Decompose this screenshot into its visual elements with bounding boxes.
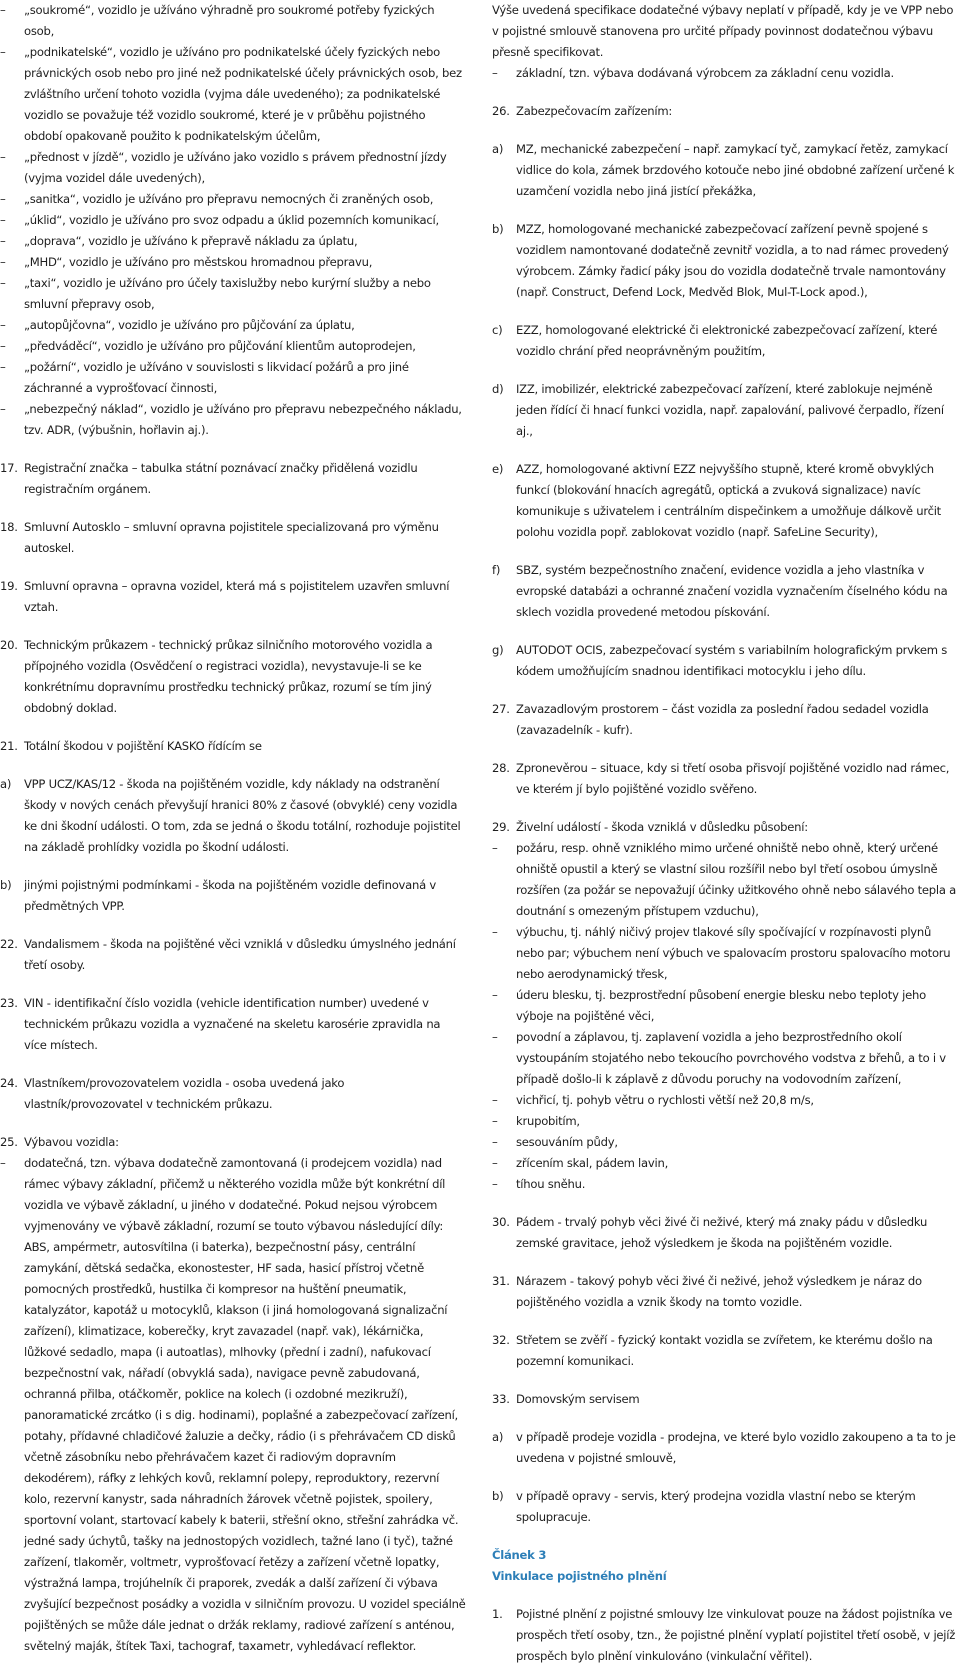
- dash-marker: –: [492, 988, 498, 1002]
- item-marker: 28.: [492, 761, 510, 775]
- lettered-item: [492, 459, 958, 543]
- numbered-clause: [492, 1212, 958, 1254]
- bullet-item: [492, 1111, 958, 1132]
- bullet-item: [492, 985, 958, 1027]
- bullet-item: [0, 147, 466, 189]
- item-marker: d): [492, 382, 504, 396]
- numbered-clause: [0, 576, 466, 618]
- bullet-item: [0, 252, 466, 273]
- item-text: VPP UCZ/KAS/12 - škoda na pojištěném vozidle, kdy náklady na odstranění škody v nových cenách převyšují hranici 80% z časové (obvyklé) ceny vozidla ke dni škodní události. O tom, zda se jedná o škodu totální, rozhoduje pojistitel na základě prohlídky vozidla po škodní události.: [24, 777, 461, 854]
- numbered-clause: [492, 1330, 958, 1372]
- left-column: [0, 0, 466, 1657]
- item-text: Zavazadlovým prostorem – část vozidla za poslední řadou sedadel vozidla (zavazadelník - kufr).: [516, 702, 929, 737]
- section-heading: Vinkulace pojistného plnění: [492, 1569, 667, 1583]
- bullet-item: [492, 1090, 958, 1111]
- bullet-item: [492, 1027, 958, 1090]
- item-text: „soukromé“, vozidlo je užíváno výhradně pro soukromé potřeby fyzických osob,: [24, 3, 435, 38]
- numbered-clause: [0, 736, 466, 757]
- numbered-clause: [492, 1389, 958, 1410]
- item-marker: b): [0, 878, 12, 892]
- item-text: „taxi“, vozidlo je užíváno pro účely taxislužby nebo kurýrní služby a nebo smluvní přepravy osob,: [24, 276, 431, 311]
- lettered-item: [492, 219, 958, 303]
- item-text: Vlastníkem/provozovatelem vozidla - osoba uvedená jako vlastník/provozovatel v technickém průkazu.: [24, 1076, 345, 1111]
- bullet-item: [0, 273, 466, 315]
- item-text: MZ, mechanické zabezpečení – např. zamykací tyč, zamykací řetěz, zamykací vidlice do kola, zámek brzdového kotouče nebo jiné obdobné zařízení určené k uzamčení vozidla nebo jiná jistící překážka,: [516, 142, 955, 198]
- item-marker: 26.: [492, 104, 510, 118]
- numbered-clause: [492, 817, 958, 838]
- lettered-item: [492, 560, 958, 623]
- dash-marker: –: [0, 192, 6, 206]
- item-text: Zabezpečovacím zařízením:: [516, 104, 673, 118]
- item-text: Registrační značka – tabulka státní poznávací značky přidělená vozidlu registračním orgánem.: [24, 461, 418, 496]
- item-marker: 18.: [0, 520, 18, 534]
- lettered-item: [492, 320, 958, 362]
- dash-marker: –: [0, 150, 6, 164]
- item-text: sesouváním půdy,: [516, 1135, 618, 1149]
- bullet-item: [492, 838, 958, 922]
- item-marker: e): [492, 462, 504, 476]
- dash-marker: –: [0, 234, 6, 248]
- dash-marker: –: [492, 1114, 498, 1128]
- item-text: Domovským servisem: [516, 1392, 640, 1406]
- lettered-item: [0, 875, 466, 917]
- bullet-item: [0, 357, 466, 399]
- item-text: „MHD“, vozidlo je užíváno pro městskou hromadnou přepravu,: [24, 255, 373, 269]
- bullet-item: [492, 1132, 958, 1153]
- item-text: Pádem - trvalý pohyb věci živé či neživé, který má znaky pádu v důsledku zemské gravitace, jehož výsledkem je škoda na pojištěném vozidle.: [516, 1215, 928, 1250]
- item-marker: f): [492, 563, 501, 577]
- item-text: krupobitím,: [516, 1114, 580, 1128]
- dash-marker: –: [0, 45, 6, 59]
- item-text: výbuchu, tj. náhlý ničivý projev tlakové síly spočívající v rozpínavosti plynů nebo par; výbuchem není výbuch ve spalovacím prostoru spalovacího motoru nebo aerodynamický třesk,: [516, 925, 951, 981]
- item-text: EZZ, homologované elektrické či elektronické zabezpečovací zařízení, které vozidlo chrání před neoprávněným použitím,: [516, 323, 938, 358]
- item-marker: a): [0, 777, 12, 791]
- dash-marker: –: [0, 213, 6, 227]
- item-text: vichřicí, tj. pohyb větru o rychlosti větší než 20,8 m/s,: [516, 1093, 814, 1107]
- item-text: základní, tzn. výbava dodávaná výrobcem za základní cenu vozidla.: [516, 66, 894, 80]
- item-marker: 21.: [0, 739, 18, 753]
- lettered-item: [492, 1486, 958, 1528]
- item-text: Pojistné plnění z pojistné smlouvy lze vinkulovat pouze na žádost pojistníka ve prospěch třetí osoby, tzn., že pojistné plnění vyplatí pojistitel třetí osobě, v jejíž prospěch bylo plnění vinkulováno (vinkulační věřitel).: [516, 1607, 956, 1663]
- item-text: „úklid“, vozidlo je užíváno pro svoz odpadu a úklid pozemních komunikací,: [24, 213, 439, 227]
- bullet-item: [0, 189, 466, 210]
- lettered-item: [492, 640, 958, 682]
- numbered-clause: [0, 635, 466, 719]
- numbered-clause: [0, 517, 466, 559]
- item-marker: 27.: [492, 702, 510, 716]
- numbered-clause: [0, 458, 466, 500]
- item-text: „předváděcí“, vozidlo je užíváno pro půjčování klientům autoprodejen,: [24, 339, 416, 353]
- paragraph: Výše uvedená specifikace dodatečné výbavy neplatí v případě, kdy je ve VPP nebo v pojistné smlouvě stanovena pro určité případy povinnost dodatečnou výbavu přesně specifikovat.: [492, 3, 954, 59]
- dash-marker: –: [0, 402, 6, 416]
- dash-marker: –: [492, 1030, 498, 1044]
- item-text: v případě prodeje vozidla - prodejna, ve které bylo vozidlo zakoupeno a ta to je uvedena v pojistné smlouvě,: [516, 1430, 956, 1465]
- item-text: požáru, resp. ohně vzniklého mimo určené ohniště nebo ohně, který určené ohniště opustil a který se vlastní silou rozšířil nebo byl třetí osobou úmyslně rozšířen (za požár se nepovažují účinky užitkového ohně nebo sálavého tepla a doutnání s omezeným přístupem vzduchu),: [516, 841, 957, 918]
- item-text: zřícením skal, pádem lavin,: [516, 1156, 669, 1170]
- numbered-clause: [492, 699, 958, 741]
- numbered-clause: [492, 1271, 958, 1313]
- item-marker: 22.: [0, 937, 18, 951]
- dash-marker: –: [0, 318, 6, 332]
- numbered-clause: [0, 1073, 466, 1115]
- dash-marker: –: [0, 3, 6, 17]
- item-text: úderu blesku, tj. bezprostřední působení energie blesku nebo teploty jeho výboje na pojištěné věci,: [516, 988, 926, 1023]
- dash-marker: –: [0, 1156, 6, 1170]
- item-text: IZZ, imobilizér, elektrické zabezpečovací zařízení, které zablokuje nejméně jeden řídící či hnací funkci vozidla, např. zapalování, palivové čerpadlo, řízení aj.,: [516, 382, 944, 438]
- dash-marker: –: [492, 1156, 498, 1170]
- item-text: MZZ, homologované mechanické zabezpečovací zařízení pevně spojené s vozidlem namontované dodatečně zevnitř vozidla, a to nad rámec provedený výrobcem. Zámky řadicí páky jsou do vozidla dodatečně trvale namontovány (např. Construct, Defend Lock, Medvěd Blok, Mul-T-Lock apod.),: [516, 222, 949, 299]
- bullet-item: [0, 42, 466, 147]
- item-text: VIN - identifikační číslo vozidla (vehicle identification number) uvedené v technickém průkazu vozidla a vyznačené na skeletu karosérie zpravidla na více místech.: [24, 996, 441, 1052]
- item-text: SBZ, systém bezpečnostního značení, evidence vozidla a jeho vlastníka v evropské databázi a ochranné značení vozidla vyznačením číselného kódu na sklech vozidla provedené metodou pískování.: [516, 563, 948, 619]
- numbered-clause: [492, 758, 958, 800]
- bullet-item: [0, 210, 466, 231]
- item-text: Zpronevěrou – situace, kdy si třetí osoba přisvojí pojištěné vozidlo nad rámec, ve kterém jí bylo pojištěné vozidlo svěřeno.: [516, 761, 950, 796]
- item-text: Výbavou vozidla:: [24, 1135, 119, 1149]
- dash-marker: –: [0, 360, 6, 374]
- item-text: Živelní událostí - škoda vzniklá v důsledku působení:: [516, 820, 808, 834]
- dash-marker: –: [0, 276, 6, 290]
- numbered-clause: [0, 934, 466, 976]
- item-text: „sanitka“, vozidlo je užíváno pro přepravu nemocných či zraněných osob,: [24, 192, 434, 206]
- lettered-item: [0, 774, 466, 858]
- bullet-item: [0, 231, 466, 252]
- bullet-item: [492, 1153, 958, 1174]
- item-marker: b): [492, 1489, 504, 1503]
- item-text: Totální škodou v pojištění KASKO řídícím se: [24, 739, 262, 753]
- item-text: „autopůjčovna“, vozidlo je užíváno pro půjčování za úplatu,: [24, 318, 355, 332]
- item-text: dodatečná, tzn. výbava dodatečně zamontovaná (i prodejcem vozidla) nad rámec výbavy základní, přičemž u některého vozidla může být konkrétní díl vozidla ve výbavě základní, u jiného v dodatečné. Pokud nejsou výrobcem vyjmenovány ve výbavě základní, rozumí se touto výbavou následující díly: ABS, ampérmetr, autosvítilna (i baterka), bezpečnostní pásy, centrální zamykání, dětská sedačka, ekonostester, HF sada, hasicí přístroj včetně pomocných prostředků, hustilka či kompresor na huštění pneumatik, katalyzátor, kapotáž u motocyklů, klakson (i jiná homologovaná signalizační zařízení), klimatizace, koberečky, kryt zavazadel (např. vak), lékárnička, lůžkové sedadlo, mapa (i autoatlas), mlhovky (přední i zadní), nafukovací bezpečnostní vak, nářadí (obvyklá sada), navigace pevně zabudovaná, ochranná přilba, otáčkoměr, poklice na kolech (i ozdobné mezikruží), panoramatické zrcátko (i s dig. hodinami), poplašné a zabezpečovací zařízení, potahy, přídavné chladičové žaluzie a dečky, rádio (i s přehrávačem CD disků včetně zásobníku nebo přehrávačem kazet či radiovým dopravním dekodérem), ráfky z lehkých kovů, reklamní polepy, reproduktory, rezervní kolo, rezervní kanystr, sada náhradních žárovek včetně pojistek, spoilery, sportovní volant, startovací kabely k baterii, střešní okno, střešní zahrádka vč. jedné sady úchytů, tašky na jednostopých vozidlech, tažné lano (i tyč), tažné zařízení, tlakoměr, voltmetr, vyprošťovací řetězy a zařízení včetně lopatky, výstražná lampa, trojúhelník či praporek, zvedák a další zařízení či výbava zvyšující bezpečnost posádky a vozidla v silničním provozu. U vozidel speciálně pojištěných se může dále jednat o držák reklamy, radiové zařízení s anténou, světelný maják, štítek Taxi, tachograf, taxametr, vyhledávací reflektor.: [24, 1156, 466, 1653]
- item-marker: 25.: [0, 1135, 18, 1149]
- item-marker: a): [492, 142, 504, 156]
- item-text: Smluvní Autosklo – smluvní opravna pojistitele specializovaná pro výměnu autoskel.: [24, 520, 439, 555]
- numbered-clause: [0, 1132, 466, 1153]
- dash-marker: –: [0, 255, 6, 269]
- dash-marker: –: [492, 925, 498, 939]
- bullet-item: [492, 922, 958, 985]
- item-text: „nebezpečný náklad“, vozidlo je užíváno pro přepravu nebezpečného nákladu, tzv. ADR, (výbušnin, hořlavin aj.).: [24, 402, 462, 437]
- item-text: Smluvní opravna – opravna vozidel, která má s pojistitelem uzavřen smluvní vztah.: [24, 579, 450, 614]
- lettered-item: [492, 379, 958, 442]
- item-text: „požární“, vozidlo je užíváno v souvislosti s likvidací požárů a pro jiné záchranné a vyprošťovací činnosti,: [24, 360, 409, 395]
- bullet-item: [0, 0, 466, 42]
- item-marker: 23.: [0, 996, 18, 1010]
- dash-marker: –: [492, 1177, 498, 1191]
- item-text: Střetem se zvěří - fyzický kontakt vozidla se zvířetem, ke kterému došlo na pozemní komunikaci.: [516, 1333, 933, 1368]
- item-marker: 32.: [492, 1333, 510, 1347]
- bullet-item: [0, 336, 466, 357]
- item-marker: a): [492, 1430, 504, 1444]
- item-marker: c): [492, 323, 503, 337]
- item-text: Technickým průkazem - technický průkaz silničního motorového vozidla a přípojného vozidla (Osvědčení o registraci vozidla), nevystavuje-li se ke konkrétnímu dopravnímu prostředku technický průkaz, rozumí se tím jiný obdobný doklad.: [24, 638, 433, 715]
- item-marker: 33.: [492, 1392, 510, 1406]
- item-text: AUTODOT OCIS, zabezpečovací systém s variabilním holografickým prvkem s kódem umožňujícím snadnou identifikaci motocyklu i jeho dílu.: [516, 643, 948, 678]
- dash-marker: –: [492, 1093, 498, 1107]
- bullet-item: [492, 63, 958, 84]
- item-text: „doprava“, vozidlo je užíváno k přepravě nákladu za úplatu,: [24, 234, 358, 248]
- item-text: v případě opravy - servis, který prodejna vozidla vlastní nebo se kterým spolupracuje.: [516, 1489, 916, 1524]
- dash-marker: –: [492, 66, 498, 80]
- item-text: Nárazem - takový pohyb věci živé či neživé, jehož výsledkem je náraz do pojištěného vozidla a vznik škody na tomto vozidle.: [516, 1274, 922, 1309]
- numbered-clause: [0, 993, 466, 1056]
- bullet-item: [0, 1153, 466, 1657]
- item-text: jinými pojistnými podmínkami - škoda na pojištěném vozidle definovaná v předmětných VPP.: [24, 878, 437, 913]
- item-text: AZZ, homologované aktivní EZZ nejvyššího stupně, které kromě obvyklých funkcí (blokování hnacích agregátů, optická a zvuková signalizace) navíc komunikuje s uživatelem i centrálním dispečinkem a umožňuje dálkově určit polohu vozidla popř. zablokovat vozidlo (např. SafeLine Security),: [516, 462, 941, 539]
- item-text: povodní a záplavou, tj. zaplavení vozidla a jeho bezprostředního okolí vystoupáním stojatého nebo tekoucího povrchového vodstva z břehů, a to i v případě došlo-li k záplavě z důvodu poruchy na vodovodním zařízení,: [516, 1030, 946, 1086]
- lettered-item: [492, 139, 958, 202]
- item-text: tíhou sněhu.: [516, 1177, 586, 1191]
- item-text: „přednost v jízdě“, vozidlo je užíváno jako vozidlo s právem přednostní jízdy (vyjma vozidel dále uvedených),: [24, 150, 447, 185]
- item-marker: 29.: [492, 820, 510, 834]
- numbered-clause: [492, 101, 958, 122]
- lettered-item: [492, 1427, 958, 1469]
- item-marker: 24.: [0, 1076, 18, 1090]
- item-marker: 31.: [492, 1274, 510, 1288]
- item-marker: 1.: [492, 1607, 503, 1621]
- dash-marker: –: [0, 339, 6, 353]
- bullet-item: [0, 315, 466, 336]
- item-marker: 19.: [0, 579, 18, 593]
- section-heading: Článek 3: [492, 1548, 547, 1562]
- item-text: „podnikatelské“, vozidlo je užíváno pro podnikatelské účely fyzických nebo právnických osob nebo pro jiné než podnikatelské účely právnických osob, bez zvláštního určení tohoto vozidla (vyjma dále uvedeného); za podnikatelské vozidlo se považuje též vozidlo soukromé, které je v průběhu pojistného období opakovaně použito k podnikatelským účelům,: [24, 45, 462, 143]
- item-marker: 17.: [0, 461, 18, 475]
- item-marker: 30.: [492, 1215, 510, 1229]
- bullet-item: [0, 399, 466, 441]
- item-marker: 20.: [0, 638, 18, 652]
- right-column: [492, 0, 958, 1667]
- bullet-item: [492, 1174, 958, 1195]
- item-text: Vandalismem - škoda na pojištěné věci vzniklá v důsledku úmyslného jednání třetí osoby.: [24, 937, 456, 972]
- numbered-clause: [492, 1604, 958, 1667]
- dash-marker: –: [492, 841, 498, 855]
- item-marker: b): [492, 222, 504, 236]
- dash-marker: –: [492, 1135, 498, 1149]
- item-marker: g): [492, 643, 504, 657]
